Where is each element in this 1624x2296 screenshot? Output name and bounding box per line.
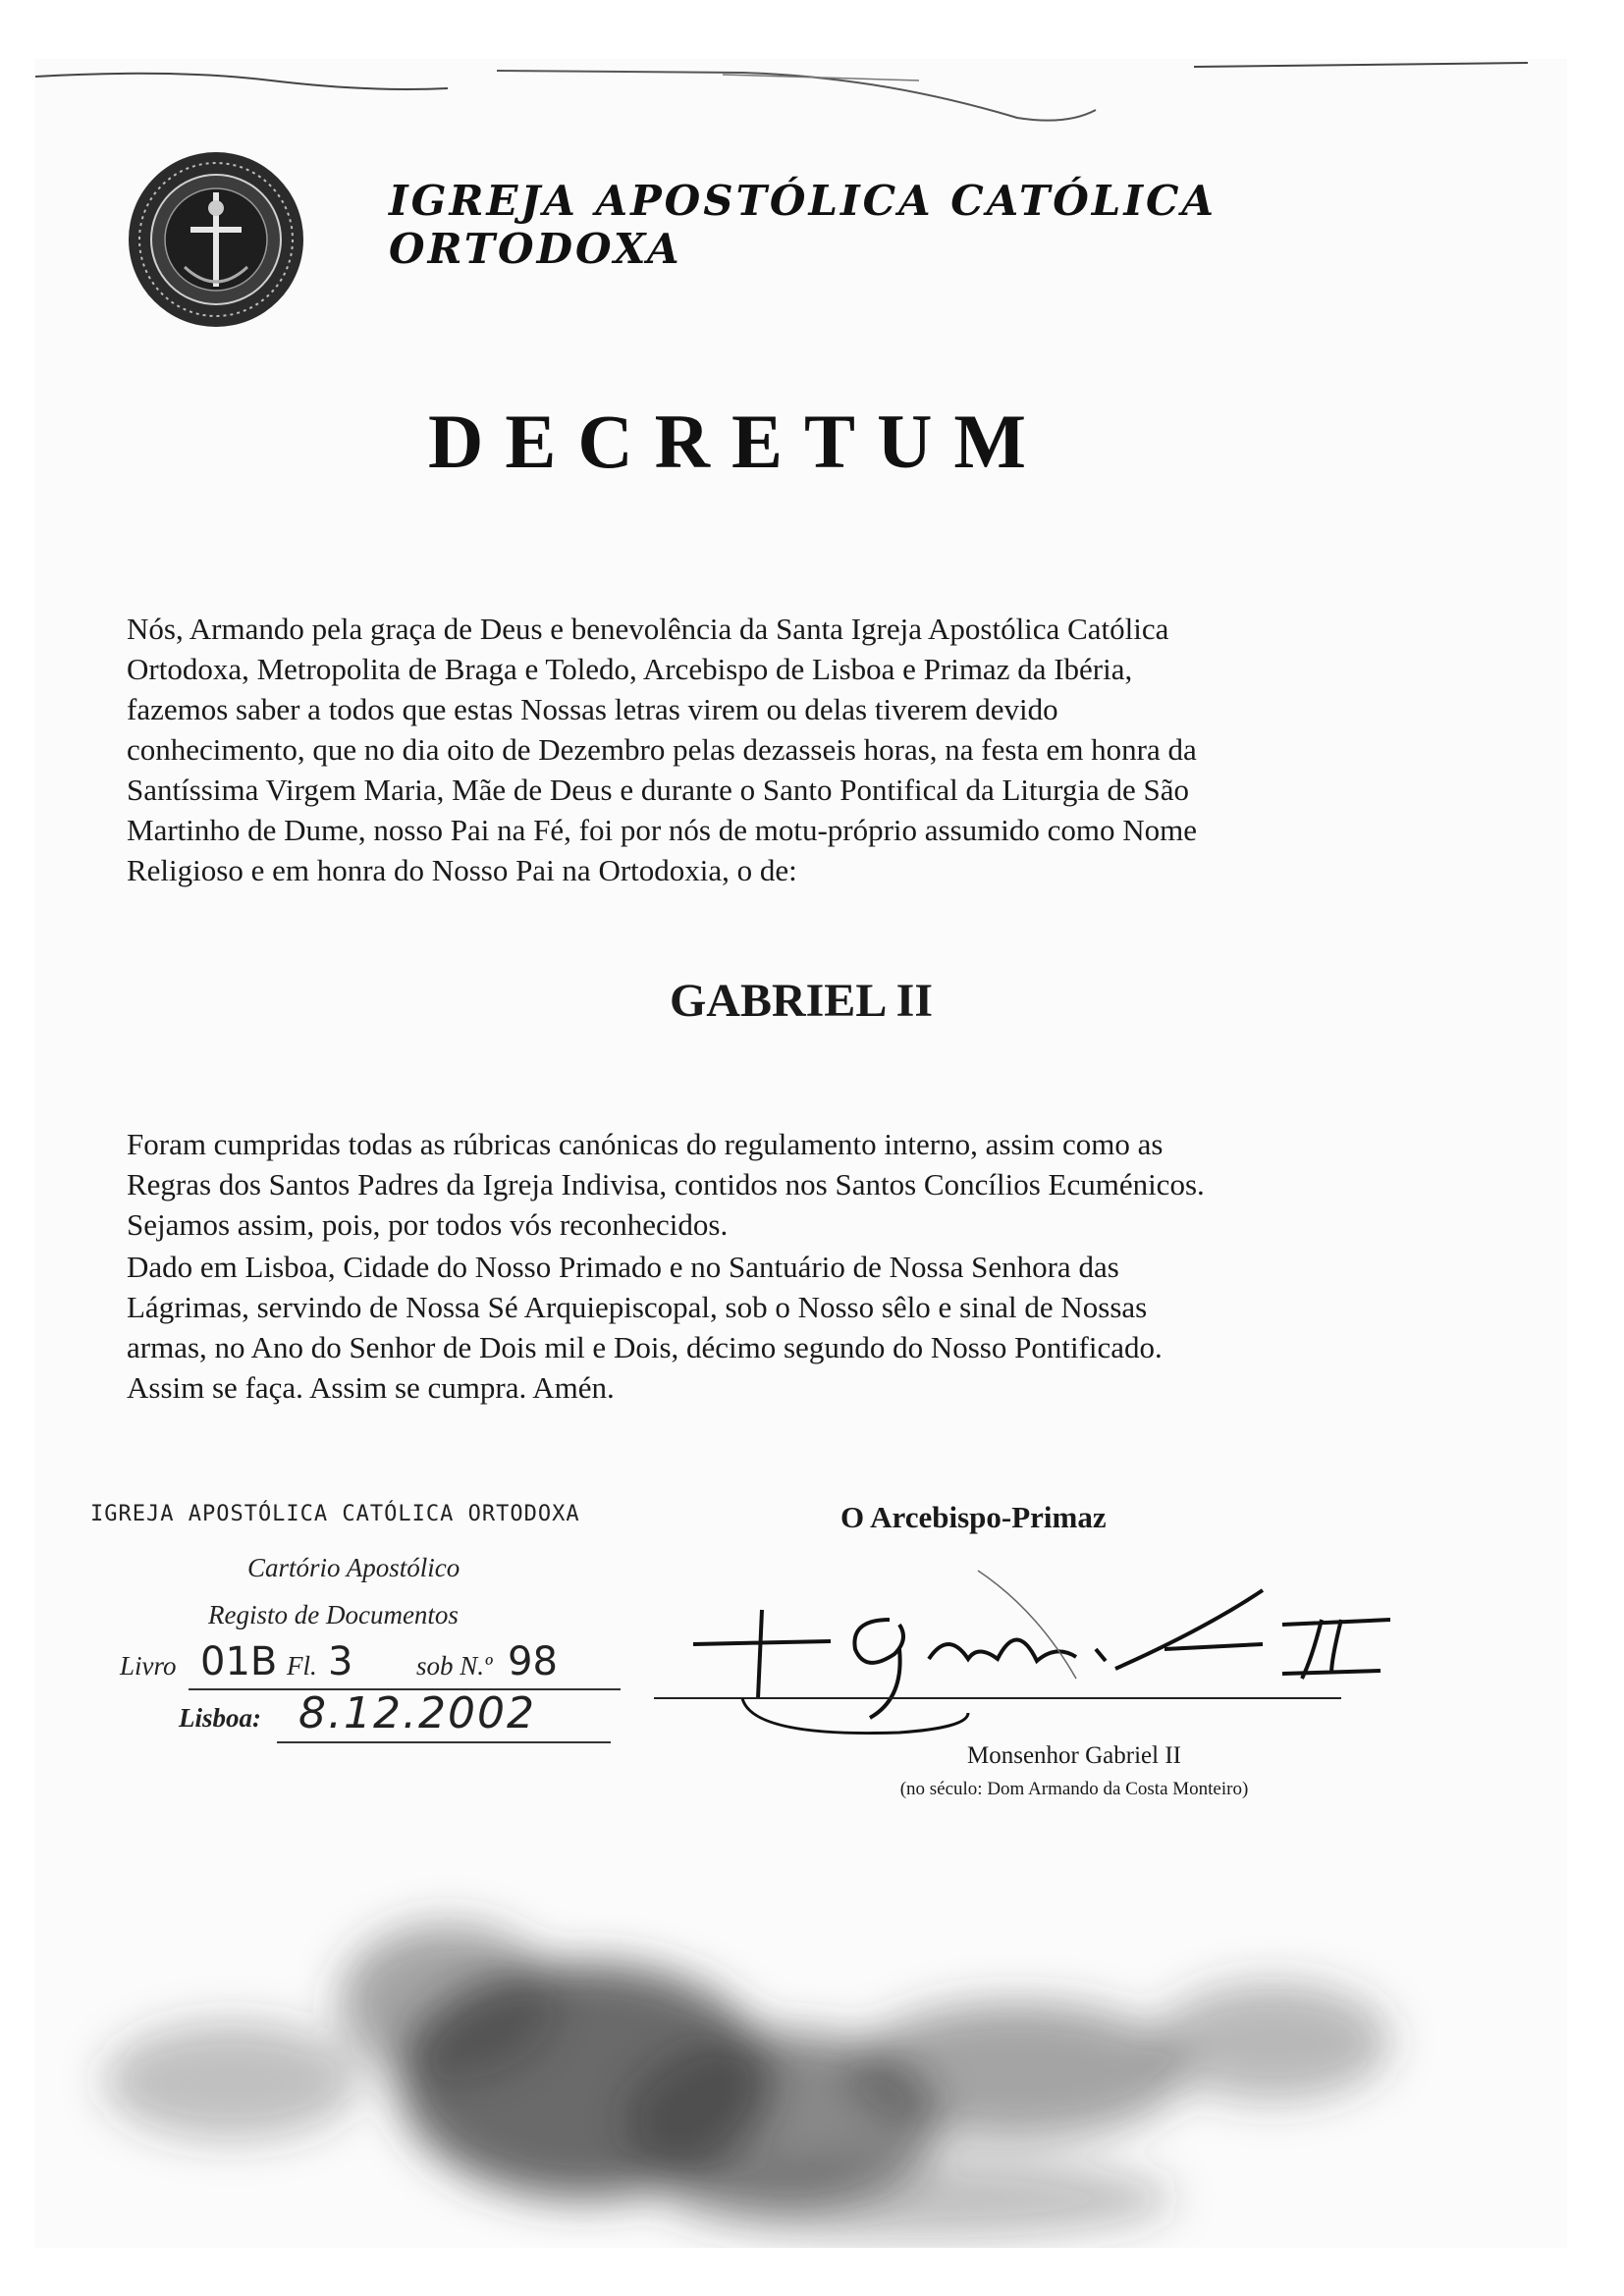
signatory-name: Monsenhor Gabriel II — [967, 1742, 1181, 1769]
rubrics-paragraph — [127, 1124, 1472, 1245]
stamp-registry: Registo de Documentos — [208, 1600, 459, 1629]
stamp-book-value: 01B — [200, 1639, 278, 1684]
registry-stamp — [90, 1502, 679, 1757]
stamp-place-label: Lisboa: — [179, 1703, 261, 1733]
church-name-header: IGREJA APOSTÓLICA CATÓLICA ORTODOXA — [389, 177, 1218, 273]
stamp-date-value: 8.12.2002 — [298, 1688, 536, 1738]
stamp-book-label: Livro — [120, 1651, 177, 1681]
handwritten-signature — [654, 1551, 1400, 1747]
decree-line: conhecimento, que no dia oito de Dezembro pelas dezasseis horas, na festa em honra da — [127, 732, 1197, 767]
decree-line: Nós, Armando pela graça de Deus e benevolência da Santa Igreja Apostólica Católica — [127, 612, 1169, 646]
stamp-folio-label: Fl. — [287, 1651, 317, 1681]
signatory-title: O Arcebispo-Primaz — [840, 1500, 1107, 1534]
stamp-header: IGREJA APOSTÓLICA CATÓLICA ORTODOXA — [90, 1502, 580, 1526]
church-seal-icon — [126, 149, 306, 330]
given-at-line: Lágrimas, servindo de Nossa Sé Arquiepiscopal, sob o Nosso sêlo e sinal de Nossas — [127, 1290, 1148, 1324]
decree-line: Ortodoxa, Metropolita de Braga e Toledo, Arcebispo de Lisboa e Primaz da Ibéria, — [127, 652, 1133, 686]
decree-line: fazemos saber a todos que estas Nossas letras virem ou delas tiverem devido — [127, 692, 1058, 726]
stamp-folio-value: 3 — [328, 1639, 353, 1684]
signatory-secular-name: (no século: Dom Armando da Costa Monteiro) — [899, 1779, 1249, 1799]
rubrics-line: Regras dos Santos Padres da Igreja Indivisa, contidos nos Santos Concílios Ecuménicos. — [127, 1167, 1205, 1201]
rubrics-line: Sejamos assim, pois, por todos vós reconhecidos. — [127, 1207, 729, 1242]
stamp-number-label: sob N.º — [416, 1651, 493, 1681]
given-at-line: armas, no Ano do Senhor de Dois mil e Dois, décimo segundo do Nosso Pontificado. — [127, 1330, 1163, 1364]
given-at-paragraph — [127, 1247, 1472, 1408]
given-at-line: Dado em Lisboa, Cidade do Nosso Primado e no Santuário de Nossa Senhora das — [127, 1250, 1119, 1284]
stamp-number-value: 98 — [508, 1639, 558, 1684]
decree-line: Martinho de Dume, nosso Pai na Fé, foi por nós de motu-próprio assumido como Nome — [127, 813, 1198, 847]
stamp-underline — [277, 1741, 611, 1743]
decree-line: Religioso e em honra do Nosso Pai na Ortodoxia, o de: — [127, 853, 797, 887]
religious-name: GABRIEL II — [669, 975, 934, 1027]
stamp-office: Cartório Apostólico — [247, 1553, 460, 1582]
decree-paragraph — [127, 609, 1472, 890]
document-page — [35, 59, 1567, 2248]
rubrics-line: Foram cumpridas todas as rúbricas canónicas do regulamento interno, assim como as — [127, 1127, 1164, 1161]
scan-smudge-decoration — [35, 1787, 1567, 2248]
given-at-line: Assim se faça. Assim se cumpra. Amén. — [127, 1370, 615, 1405]
decree-line: Santíssima Virgem Maria, Mãe de Deus e durante o Santo Pontifical da Liturgia de São — [127, 773, 1190, 807]
document-title: DECRETUM — [428, 399, 1049, 484]
